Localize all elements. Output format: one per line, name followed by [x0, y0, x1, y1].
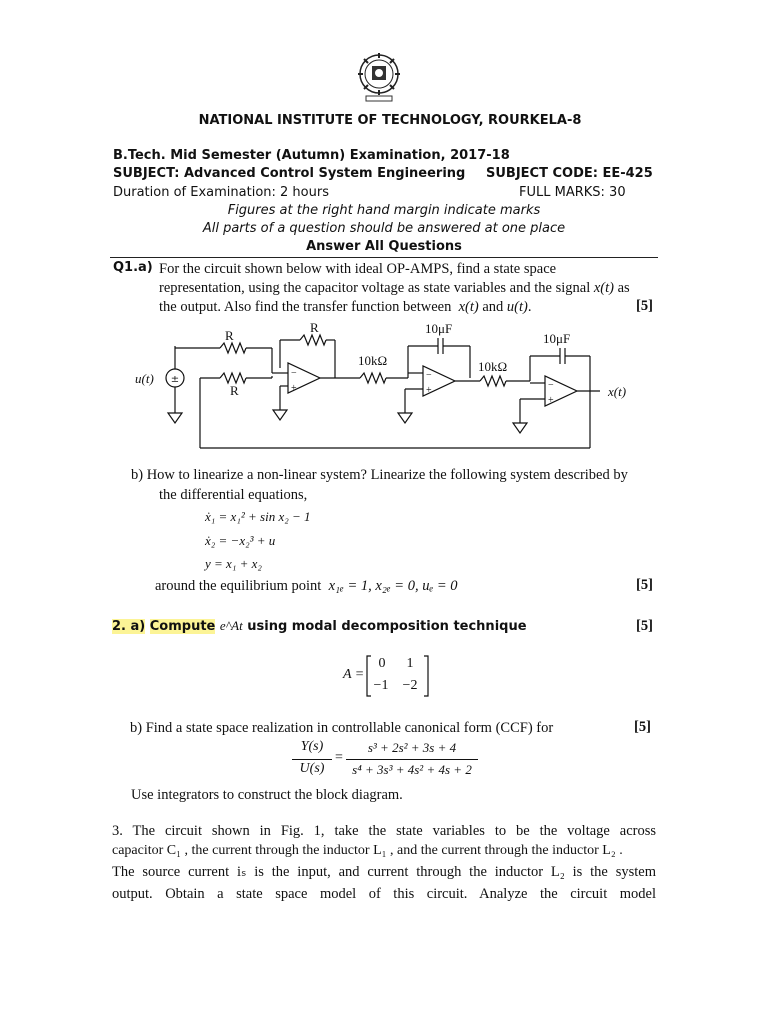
op2-minus: −	[426, 370, 432, 381]
op1-plus: +	[291, 383, 297, 394]
duration: Duration of Examination: 2 hours	[113, 185, 329, 200]
header-rule	[110, 257, 658, 258]
tf-lhs-den: U(s)	[299, 761, 325, 776]
exam-title: B.Tech. Mid Semester (Autumn) Examination, 2017-18	[113, 148, 510, 163]
op3-plus: +	[548, 395, 554, 406]
op3-minus: −	[548, 380, 554, 391]
q1b-marks: [5]	[636, 577, 653, 593]
op1-minus: −	[291, 368, 297, 379]
q1a-marks: [5]	[636, 298, 653, 314]
label-res1: 10kΩ	[358, 353, 388, 368]
q1b-eq1: ẋ₁ = x₁² + sin x₂ − 1	[205, 509, 311, 524]
matrix-m11: 0	[378, 656, 386, 671]
q2a-marks: [5]	[636, 618, 653, 634]
q3-line3: The source current iₛ is the input, and current through the inductor L₂ is the system	[112, 864, 656, 880]
q1a-label: Q1.a)	[113, 260, 153, 275]
note-marks: Figures at the right hand margin indicate marks	[227, 203, 541, 218]
q1b-around: around the equilibrium point x₁ₑ = 1, x₂ₑ = 0, uₑ = 0	[155, 578, 458, 594]
note-parts: All parts of a question should be answered at one place	[202, 221, 566, 236]
tf-num: s³ + 2s² + 3s + 4	[367, 740, 457, 755]
institute-name: NATIONAL INSTITUTE OF TECHNOLOGY, ROURKELA-8	[198, 113, 582, 128]
answer-all: Answer All Questions	[306, 239, 462, 254]
label-c1: 10μF	[425, 321, 453, 336]
matrix-m21: −1	[373, 678, 389, 693]
q3-line2: capacitor C₁ , the current through the inductor L₁ , and the current through the inductor L₂ .	[112, 843, 623, 858]
matrix-label: A =	[343, 667, 365, 682]
matrix-m22: −2	[402, 678, 418, 693]
matrix-m12: 1	[406, 656, 414, 671]
q1b-line1: b) How to linearize a non-linear system? Linearize the following system described by	[131, 467, 628, 483]
label-c2: 10μF	[543, 331, 571, 346]
institute-logo	[352, 50, 406, 104]
tf-lhs-num: Y(s)	[300, 739, 324, 754]
q1b-line2: the differential equations,	[159, 487, 308, 503]
op2-plus: +	[426, 385, 432, 396]
q1a-line1: For the circuit shown below with ideal OP-AMPS, find a state space	[159, 261, 557, 277]
q2a-compute: Compute	[149, 619, 216, 634]
label-r2: R	[310, 320, 319, 335]
q1a-line3: the output. Also find the transfer function between x(t) and u(t).	[159, 299, 532, 315]
tf-bar	[346, 759, 478, 760]
label-res2: 10kΩ	[478, 359, 508, 374]
svg-text:±: ±	[170, 374, 180, 385]
tf-equals: =	[335, 750, 343, 765]
label-r1: R	[225, 328, 234, 343]
q1a-line2: representation, using the capacitor voltage as state variables and the signal x(t) as	[159, 280, 630, 296]
opamp-circuit	[120, 318, 640, 458]
label-output: x(t)	[608, 384, 627, 399]
q2b-marks: [5]	[634, 719, 651, 735]
q3-line4: output. Obtain a state space model of this circuit. Analyze the circuit model	[112, 886, 656, 902]
subject: SUBJECT: Advanced Control System Engineering	[113, 166, 466, 181]
label-r3: R	[230, 383, 239, 398]
q2a-line: 2. a) Compute e^At using modal decomposition technique	[112, 618, 527, 634]
q1b-eq3: y = x₁ + x₂	[205, 556, 262, 571]
q1b-eq2: ẋ₂ = −x₂³ + u	[205, 533, 276, 548]
tf-lhs-bar	[292, 759, 332, 760]
q3-line1: 3. The circuit shown in Fig. 1, take the state variables to be the voltage across	[112, 823, 656, 839]
subject-code: SUBJECT CODE: EE-425	[486, 166, 653, 181]
tf-den: s⁴ + 3s³ + 4s² + 4s + 2	[352, 762, 472, 777]
q2b-line1: b) Find a state space realization in controllable canonical form (CCF) for	[130, 720, 554, 736]
q2a-expr: e^At	[219, 618, 243, 633]
q2a-label: 2. a)	[112, 619, 146, 634]
q2b-integrators: Use integrators to construct the block diagram.	[131, 787, 403, 803]
label-input: u(t)	[135, 371, 154, 386]
full-marks: FULL MARKS: 30	[519, 185, 626, 200]
